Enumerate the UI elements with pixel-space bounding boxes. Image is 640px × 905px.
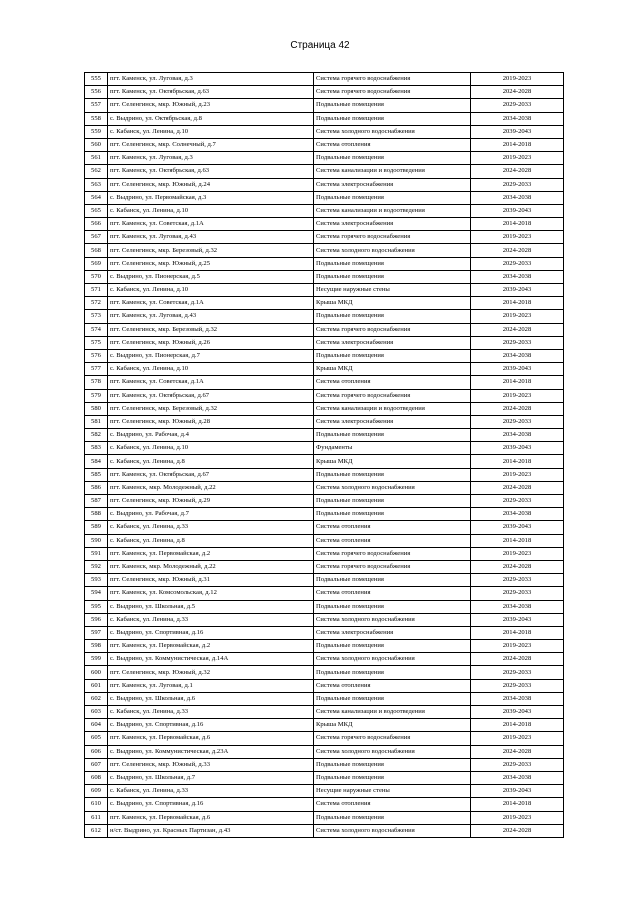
row-number-cell: 587 [85, 495, 108, 508]
period-cell: 2024-2028 [471, 824, 564, 837]
row-number-cell: 558 [85, 112, 108, 125]
work-type-cell: Подвальные помещения [314, 270, 471, 283]
row-number-cell: 611 [85, 811, 108, 824]
work-type-cell: Крыша МКД [314, 297, 471, 310]
period-cell: 2034-2038 [471, 600, 564, 613]
period-cell: 2019-2023 [471, 640, 564, 653]
work-type-cell: Система канализации и водоотведения [314, 706, 471, 719]
address-cell: с. Выдрино, ул. Рабочая, д.7 [108, 508, 314, 521]
address-cell: пгт. Каменск, ул. Луговая, д.43 [108, 231, 314, 244]
period-cell: 2014-2018 [471, 297, 564, 310]
address-cell: с. Выдрино, ул. Спортивная, д.16 [108, 719, 314, 732]
address-cell: пгт. Каменск, ул. Первомайская, д.6 [108, 732, 314, 745]
table-row [85, 178, 564, 191]
table-row [85, 138, 564, 151]
work-type-cell: Подвальные помещения [314, 692, 471, 705]
address-cell: с. Кабанск, ул. Ленина, д.33 [108, 521, 314, 534]
address-cell: пгт. Селенгинск, мкр. Березовый, д.32 [108, 402, 314, 415]
address-cell: пгт. Каменск, ул. Луговая, д.1 [108, 679, 314, 692]
table-row [85, 679, 564, 692]
work-type-cell: Фундаменты [314, 442, 471, 455]
row-number-cell: 564 [85, 191, 108, 204]
work-type-cell: Система горячего водоснабжения [314, 86, 471, 99]
period-cell: 2029-2033 [471, 495, 564, 508]
period-cell: 2029-2033 [471, 415, 564, 428]
address-cell: с. Выдрино, ул. Школьная, д.7 [108, 771, 314, 784]
address-cell: пгт. Селенгинск, мкр. Южный, д.32 [108, 666, 314, 679]
table-row [85, 508, 564, 521]
row-number-cell: 584 [85, 455, 108, 468]
address-cell: с. Выдрино, ул. Первомайская, д.3 [108, 191, 314, 204]
work-type-cell: Система холодного водоснабжения [314, 613, 471, 626]
row-number-cell: 568 [85, 244, 108, 257]
table-row [85, 270, 564, 283]
period-cell: 2039-2043 [471, 613, 564, 626]
address-cell: с. Кабанск, ул. Ленина, д.33 [108, 706, 314, 719]
address-cell: с. Выдрино, ул. Спортивная, д.16 [108, 798, 314, 811]
address-cell: с. Выдрино, ул. Коммунистическая, д.14А [108, 653, 314, 666]
address-cell: пгт. Селенгинск, мкр. Березовый, д.32 [108, 244, 314, 257]
table-row [85, 771, 564, 784]
table-row [85, 310, 564, 323]
table-row [85, 785, 564, 798]
period-cell: 2034-2038 [471, 692, 564, 705]
table-row [85, 125, 564, 138]
address-cell: пгт. Селенгинск, мкр. Южный, д.26 [108, 336, 314, 349]
work-type-cell: Крыша МКД [314, 719, 471, 732]
table-row [85, 692, 564, 705]
table-row [85, 73, 564, 86]
address-cell: с. Кабанск, ул. Ленина, д.8 [108, 534, 314, 547]
work-type-cell: Подвальные помещения [314, 600, 471, 613]
address-cell: пгт. Селенгинск, мкр. Южный, д.23 [108, 99, 314, 112]
address-cell: с. Выдрино, ул. Школьная, д.5 [108, 600, 314, 613]
row-number-cell: 589 [85, 521, 108, 534]
row-number-cell: 563 [85, 178, 108, 191]
period-cell: 2014-2018 [471, 719, 564, 732]
address-cell: пгт. Селенгинск, мкр. Южный, д.24 [108, 178, 314, 191]
row-number-cell: 591 [85, 547, 108, 560]
work-type-cell: Подвальные помещения [314, 574, 471, 587]
table-row [85, 257, 564, 270]
row-number-cell: 562 [85, 165, 108, 178]
table-row [85, 653, 564, 666]
row-number-cell: 595 [85, 600, 108, 613]
period-cell: 2029-2033 [471, 679, 564, 692]
address-cell: пгт. Каменск, ул. Октябрьская, д.63 [108, 86, 314, 99]
work-type-cell: Система канализации и водоотведения [314, 402, 471, 415]
period-cell: 2024-2028 [471, 86, 564, 99]
table-row [85, 231, 564, 244]
table-row [85, 455, 564, 468]
address-cell: с. Выдрино, ул. Рабочая, д.4 [108, 429, 314, 442]
row-number-cell: 578 [85, 376, 108, 389]
address-cell: с. Кабанск, ул. Ленина, д.10 [108, 284, 314, 297]
row-number-cell: 567 [85, 231, 108, 244]
address-cell: с. Кабанск, ул. Ленина, д.8 [108, 455, 314, 468]
period-cell: 2034-2038 [471, 508, 564, 521]
work-type-cell: Система горячего водоснабжения [314, 547, 471, 560]
row-number-cell: 596 [85, 613, 108, 626]
address-cell: пгт. Каменск, ул. Советская, д.1А [108, 376, 314, 389]
address-cell: пгт. Каменск, ул. Луговая, д.43 [108, 310, 314, 323]
row-number-cell: 602 [85, 692, 108, 705]
period-cell: 2039-2043 [471, 284, 564, 297]
table-row [85, 99, 564, 112]
period-cell: 2024-2028 [471, 745, 564, 758]
address-cell: с. Выдрино, ул. Школьная, д.6 [108, 692, 314, 705]
table-row [85, 112, 564, 125]
address-cell: пгт. Селенгинск, мкр. Солнечный, д.7 [108, 138, 314, 151]
work-type-cell: Система горячего водоснабжения [314, 231, 471, 244]
address-cell: пгт. Каменск, ул. Октябрьская, д.67 [108, 468, 314, 481]
repair-schedule-table [84, 72, 564, 838]
work-type-cell: Подвальные помещения [314, 758, 471, 771]
row-number-cell: 575 [85, 336, 108, 349]
period-cell: 2019-2023 [471, 811, 564, 824]
period-cell: 2029-2033 [471, 257, 564, 270]
address-cell: с. Кабанск, ул. Ленина, д.33 [108, 785, 314, 798]
table-row [85, 706, 564, 719]
work-type-cell: Система холодного водоснабжения [314, 745, 471, 758]
row-number-cell: 609 [85, 785, 108, 798]
period-cell: 2029-2033 [471, 99, 564, 112]
address-cell: с. Выдрино, ул. Коммунистическая, д.23А [108, 745, 314, 758]
work-type-cell: Система отопления [314, 138, 471, 151]
table-row [85, 204, 564, 217]
work-type-cell: Система электроснабжения [314, 336, 471, 349]
address-cell: пгт. Каменск, мкр. Молодежный, д.22 [108, 560, 314, 573]
address-cell: пгт. Каменск, ул. Первомайская, д.6 [108, 811, 314, 824]
row-number-cell: 577 [85, 363, 108, 376]
work-type-cell: Подвальные помещения [314, 310, 471, 323]
work-type-cell: Система отопления [314, 376, 471, 389]
table-row [85, 547, 564, 560]
period-cell: 2029-2033 [471, 336, 564, 349]
table-row [85, 481, 564, 494]
row-number-cell: 603 [85, 706, 108, 719]
period-cell: 2014-2018 [471, 798, 564, 811]
row-number-cell: 612 [85, 824, 108, 837]
period-cell: 2019-2023 [471, 547, 564, 560]
work-type-cell: Подвальные помещения [314, 191, 471, 204]
work-type-cell: Система горячего водоснабжения [314, 323, 471, 336]
table-row [85, 495, 564, 508]
work-type-cell: Система канализации и водоотведения [314, 165, 471, 178]
work-type-cell: Подвальные помещения [314, 508, 471, 521]
address-cell: н/ст. Выдрино, ул. Красных Партизан, д.43 [108, 824, 314, 837]
work-type-cell: Подвальные помещения [314, 112, 471, 125]
row-number-cell: 601 [85, 679, 108, 692]
row-number-cell: 594 [85, 587, 108, 600]
work-type-cell: Система горячего водоснабжения [314, 732, 471, 745]
period-cell: 2034-2038 [471, 429, 564, 442]
table-row [85, 600, 564, 613]
row-number-cell: 555 [85, 73, 108, 86]
work-type-cell: Несущие наружные стены [314, 785, 471, 798]
address-cell: пгт. Каменск, ул. Луговая, д.3 [108, 73, 314, 86]
period-cell: 2039-2043 [471, 521, 564, 534]
table-row [85, 666, 564, 679]
work-type-cell: Подвальные помещения [314, 468, 471, 481]
row-number-cell: 581 [85, 415, 108, 428]
work-type-cell: Подвальные помещения [314, 349, 471, 362]
period-cell: 2019-2023 [471, 389, 564, 402]
work-type-cell: Подвальные помещения [314, 99, 471, 112]
work-type-cell: Подвальные помещения [314, 495, 471, 508]
table-row [85, 824, 564, 837]
address-cell: с. Выдрино, ул. Пионерская, д.7 [108, 349, 314, 362]
work-type-cell: Система горячего водоснабжения [314, 560, 471, 573]
table-row [85, 376, 564, 389]
period-cell: 2024-2028 [471, 323, 564, 336]
row-number-cell: 592 [85, 560, 108, 573]
row-number-cell: 557 [85, 99, 108, 112]
work-type-cell: Система канализации и водоотведения [314, 204, 471, 217]
table-row [85, 323, 564, 336]
row-number-cell: 580 [85, 402, 108, 415]
row-number-cell: 576 [85, 349, 108, 362]
row-number-cell: 590 [85, 534, 108, 547]
table-row [85, 468, 564, 481]
address-cell: пгт. Каменск, ул. Октябрьская, д.67 [108, 389, 314, 402]
work-type-cell: Система холодного водоснабжения [314, 653, 471, 666]
period-cell: 2024-2028 [471, 560, 564, 573]
table-row [85, 415, 564, 428]
period-cell: 2034-2038 [471, 191, 564, 204]
work-type-cell: Крыша МКД [314, 455, 471, 468]
row-number-cell: 607 [85, 758, 108, 771]
address-cell: пгт. Каменск, ул. Советская, д.1А [108, 218, 314, 231]
work-type-cell: Система электроснабжения [314, 626, 471, 639]
work-type-cell: Система холодного водоснабжения [314, 125, 471, 138]
row-number-cell: 561 [85, 152, 108, 165]
period-cell: 2014-2018 [471, 138, 564, 151]
work-type-cell: Система электроснабжения [314, 415, 471, 428]
row-number-cell: 559 [85, 125, 108, 138]
table-body [85, 73, 564, 838]
address-cell: пгт. Каменск, мкр. Молодежный, д.22 [108, 481, 314, 494]
row-number-cell: 566 [85, 218, 108, 231]
table-row [85, 574, 564, 587]
table-row [85, 613, 564, 626]
row-number-cell: 579 [85, 389, 108, 402]
address-cell: пгт. Каменск, ул. Октябрьская, д.63 [108, 165, 314, 178]
work-type-cell: Подвальные помещения [314, 640, 471, 653]
row-number-cell: 597 [85, 626, 108, 639]
period-cell: 2014-2018 [471, 218, 564, 231]
table-row [85, 560, 564, 573]
period-cell: 2014-2018 [471, 376, 564, 389]
table-row [85, 732, 564, 745]
work-type-cell: Система электроснабжения [314, 218, 471, 231]
table-row [85, 297, 564, 310]
row-number-cell: 588 [85, 508, 108, 521]
period-cell: 2039-2043 [471, 125, 564, 138]
row-number-cell: 560 [85, 138, 108, 151]
address-cell: пгт. Каменск, ул. Первомайская, д.2 [108, 547, 314, 560]
row-number-cell: 572 [85, 297, 108, 310]
address-cell: пгт. Селенгинск, мкр. Южный, д.25 [108, 257, 314, 270]
period-cell: 2029-2033 [471, 587, 564, 600]
table-row [85, 640, 564, 653]
address-cell: с. Кабанск, ул. Ленина, д.10 [108, 125, 314, 138]
period-cell: 2039-2043 [471, 442, 564, 455]
period-cell: 2019-2023 [471, 468, 564, 481]
row-number-cell: 556 [85, 86, 108, 99]
row-number-cell: 586 [85, 481, 108, 494]
period-cell: 2034-2038 [471, 112, 564, 125]
table-row [85, 402, 564, 415]
row-number-cell: 598 [85, 640, 108, 653]
row-number-cell: 583 [85, 442, 108, 455]
period-cell: 2034-2038 [471, 349, 564, 362]
period-cell: 2019-2023 [471, 152, 564, 165]
address-cell: пгт. Селенгинск, мкр. Южный, д.31 [108, 574, 314, 587]
table-row [85, 811, 564, 824]
table-row [85, 587, 564, 600]
work-type-cell: Система холодного водоснабжения [314, 244, 471, 257]
address-cell: с. Кабанск, ул. Ленина, д.10 [108, 442, 314, 455]
row-number-cell: 604 [85, 719, 108, 732]
table-row [85, 719, 564, 732]
address-cell: с. Кабанск, ул. Ленина, д.10 [108, 204, 314, 217]
work-type-cell: Система электроснабжения [314, 178, 471, 191]
work-type-cell: Подвальные помещения [314, 257, 471, 270]
work-type-cell: Система холодного водоснабжения [314, 824, 471, 837]
work-type-cell: Система отопления [314, 679, 471, 692]
address-cell: пгт. Селенгинск, мкр. Южный, д.33 [108, 758, 314, 771]
page-number-label: Страница 42 [290, 40, 350, 51]
row-number-cell: 570 [85, 270, 108, 283]
period-cell: 2024-2028 [471, 653, 564, 666]
table-row [85, 336, 564, 349]
work-type-cell: Подвальные помещения [314, 666, 471, 679]
period-cell: 2019-2023 [471, 732, 564, 745]
row-number-cell: 593 [85, 574, 108, 587]
table-row [85, 758, 564, 771]
period-cell: 2024-2028 [471, 165, 564, 178]
table-row [85, 534, 564, 547]
period-cell: 2014-2018 [471, 626, 564, 639]
table-row [85, 429, 564, 442]
row-number-cell: 606 [85, 745, 108, 758]
period-cell: 2019-2023 [471, 73, 564, 86]
table-row [85, 218, 564, 231]
table-row [85, 284, 564, 297]
row-number-cell: 573 [85, 310, 108, 323]
address-cell: пгт. Селенгинск, мкр. Южный, д.29 [108, 495, 314, 508]
period-cell: 2029-2033 [471, 666, 564, 679]
table-row [85, 798, 564, 811]
period-cell: 2019-2023 [471, 231, 564, 244]
period-cell: 2034-2038 [471, 771, 564, 784]
table-row [85, 152, 564, 165]
period-cell: 2014-2018 [471, 534, 564, 547]
period-cell: 2039-2043 [471, 363, 564, 376]
address-cell: с. Кабанск, ул. Ленина, д.33 [108, 613, 314, 626]
row-number-cell: 565 [85, 204, 108, 217]
table-row [85, 349, 564, 362]
address-cell: с. Выдрино, ул. Спортивная, д.16 [108, 626, 314, 639]
table-row [85, 86, 564, 99]
period-cell: 2024-2028 [471, 481, 564, 494]
work-type-cell: Система отопления [314, 534, 471, 547]
work-type-cell: Система отопления [314, 521, 471, 534]
work-type-cell: Несущие наружные стены [314, 284, 471, 297]
period-cell: 2029-2033 [471, 574, 564, 587]
row-number-cell: 585 [85, 468, 108, 481]
work-type-cell: Подвальные помещения [314, 152, 471, 165]
period-cell: 2029-2033 [471, 178, 564, 191]
row-number-cell: 608 [85, 771, 108, 784]
address-cell: с. Выдрино, ул. Пионерская, д.5 [108, 270, 314, 283]
table-row [85, 363, 564, 376]
address-cell: с. Выдрино, ул. Октябрьская, д.8 [108, 112, 314, 125]
table-row [85, 165, 564, 178]
period-cell: 2039-2043 [471, 706, 564, 719]
table-row [85, 745, 564, 758]
work-type-cell: Подвальные помещения [314, 771, 471, 784]
work-type-cell: Система горячего водоснабжения [314, 73, 471, 86]
address-cell: пгт. Селенгинск, мкр. Березовый, д.32 [108, 323, 314, 336]
table-row [85, 389, 564, 402]
period-cell: 2024-2028 [471, 244, 564, 257]
period-cell: 2019-2023 [471, 310, 564, 323]
period-cell: 2024-2028 [471, 402, 564, 415]
row-number-cell: 610 [85, 798, 108, 811]
address-cell: пгт. Каменск, ул. Комсомольская, д.12 [108, 587, 314, 600]
work-type-cell: Система холодного водоснабжения [314, 481, 471, 494]
work-type-cell: Крыша МКД [314, 363, 471, 376]
table-row [85, 626, 564, 639]
period-cell: 2039-2043 [471, 785, 564, 798]
period-cell: 2039-2043 [471, 204, 564, 217]
address-cell: пгт. Каменск, ул. Первомайская, д.2 [108, 640, 314, 653]
table-row [85, 442, 564, 455]
row-number-cell: 605 [85, 732, 108, 745]
work-type-cell: Система отопления [314, 798, 471, 811]
period-cell: 2034-2038 [471, 270, 564, 283]
period-cell: 2029-2033 [471, 758, 564, 771]
row-number-cell: 571 [85, 284, 108, 297]
row-number-cell: 600 [85, 666, 108, 679]
work-type-cell: Система горячего водоснабжения [314, 389, 471, 402]
period-cell: 2014-2018 [471, 455, 564, 468]
table-row [85, 244, 564, 257]
address-cell: пгт. Каменск, ул. Советская, д.1А [108, 297, 314, 310]
row-number-cell: 574 [85, 323, 108, 336]
row-number-cell: 569 [85, 257, 108, 270]
address-cell: пгт. Каменск, ул. Луговая, д.3 [108, 152, 314, 165]
work-type-cell: Подвальные помещения [314, 429, 471, 442]
address-cell: с. Кабанск, ул. Ленина, д.10 [108, 363, 314, 376]
table-row [85, 521, 564, 534]
table-row [85, 191, 564, 204]
address-cell: пгт. Селенгинск, мкр. Южный, д.28 [108, 415, 314, 428]
work-type-cell: Система отопления [314, 587, 471, 600]
work-type-cell: Подвальные помещения [314, 811, 471, 824]
row-number-cell: 582 [85, 429, 108, 442]
row-number-cell: 599 [85, 653, 108, 666]
